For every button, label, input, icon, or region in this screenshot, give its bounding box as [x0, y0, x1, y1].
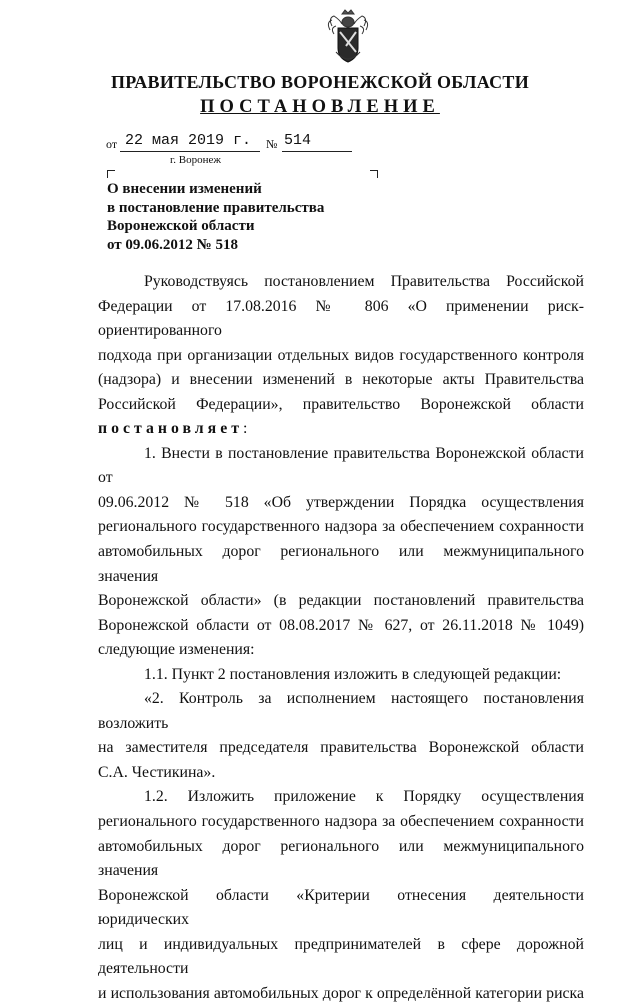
body-line: 1.2. Изложить приложение к Порядку осуществления: [144, 788, 584, 806]
body-line: регионального государственного надзора за обеспечением сохранности: [98, 518, 584, 536]
subject-block: [107, 180, 324, 254]
corner-mark-right: [370, 170, 378, 178]
body-line: Федерации от 17.08.2016 № 806 «О применении риск-ориентированного: [98, 297, 584, 340]
decree-word: постановляет: [98, 420, 243, 438]
document-type: ПОСТАНОВЛЕНИЕ: [200, 97, 440, 117]
body-line: и использования автомобильных дорог к определённой категории риска: [98, 984, 584, 1002]
body-line: 1. Внести в постановление правительства Воронежской области от: [98, 444, 584, 487]
body-line: автомобильных дорог регионального или межмуниципального значения: [98, 543, 584, 585]
body-line: 09.06.2012 № 518 «Об утверждении Порядка осуществления: [98, 493, 584, 511]
body-line: Руководствуясь постановлением Правительства Российской: [144, 273, 584, 290]
body-line: на заместителя председателя правительства Воронежской области: [98, 739, 584, 757]
date-underline: [120, 151, 260, 152]
body-line: С.А. Честикина».: [98, 763, 216, 781]
body-line: лиц и индивидуальных предпринимателей в сфере дорожной деятельности: [98, 935, 584, 978]
decree-word-line: [98, 417, 584, 442]
subject-line: О внесении изменений: [107, 181, 262, 197]
number-underline: [282, 151, 352, 152]
body-line: автомобильных дорог регионального или межмуниципального значения: [98, 837, 584, 880]
city-name: г. Воронеж: [170, 154, 221, 166]
document-body: [98, 270, 584, 1006]
body-line: подхода при организации отдельных видов государственного контроля: [98, 346, 584, 364]
decree-colon: :: [242, 420, 248, 438]
subject-line: от 09.06.2012 № 518: [107, 236, 238, 253]
body-line: Воронежской области «Критерии отнесения деятельности юридических: [98, 886, 584, 929]
corner-mark-left: [107, 170, 115, 178]
decree-date: 22 мая 2019 г.: [125, 132, 252, 149]
coat-of-arms-icon: [326, 8, 370, 68]
number-prefix: №: [266, 137, 278, 151]
date-prefix: от: [106, 137, 118, 151]
subject-line: Воронежской области: [107, 218, 255, 234]
body-line: Воронежской области от 08.08.2017 № 627, от 26.11.2018 № 1049): [98, 616, 584, 634]
body-line: 1.1. Пункт 2 постановления изложить в следующей редакции:: [144, 665, 562, 683]
organization-title: ПРАВИТЕЛЬСТВО ВОРОНЕЖСКОЙ ОБЛАСТИ: [110, 72, 530, 92]
decree-number: 514: [284, 132, 312, 149]
body-line: Воронежской области» (в редакции постановлений правительства: [98, 592, 584, 610]
body-line: регионального государственного надзора за обеспечением сохранности: [98, 813, 584, 831]
body-line: Российской Федерации», правительство Воронежской области: [98, 395, 584, 413]
subject-line: в постановление правительства: [107, 199, 325, 216]
body-line: «2. Контроль за исполнением настоящего постановления возложить: [98, 690, 584, 732]
body-line: (надзора) и внесении изменений в некоторые акты Правительства: [98, 371, 584, 389]
body-line: следующие изменения:: [98, 641, 255, 659]
